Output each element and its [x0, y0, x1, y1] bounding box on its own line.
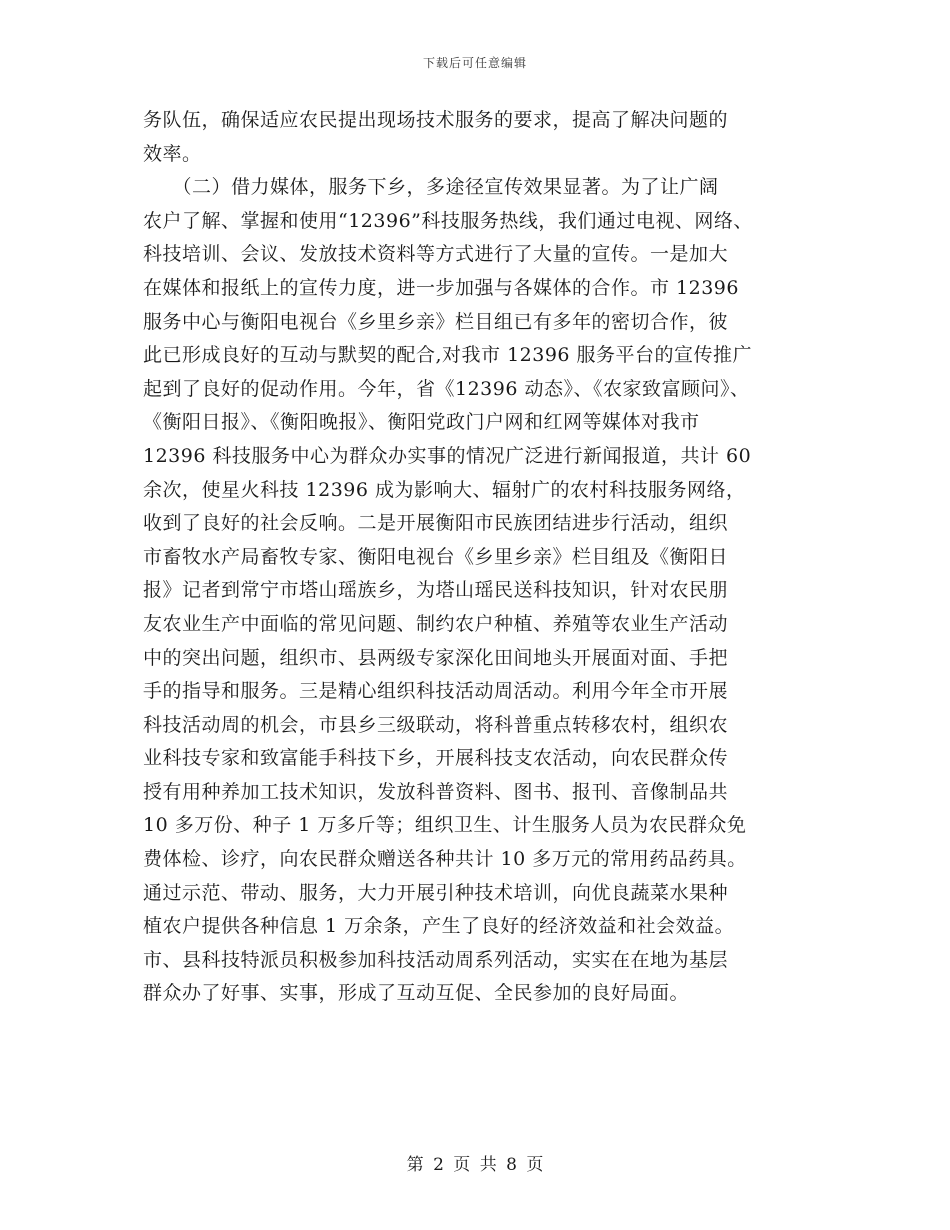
text-line: 群众办了好事、实事，形成了互动互促、全民参加的良好局面。: [143, 982, 690, 1005]
page-header-note: 下载后可任意编辑: [422, 56, 527, 70]
text-line: 农户了解、掌握和使用“12396”科技服务热线，我们通过电视、网络、: [143, 209, 753, 232]
text-line: 科技培训、会议、发放技术资料等方式进行了大量的宣传。一是加大: [143, 243, 729, 266]
text-line: 友农业生产中面临的常见问题、制约农户种植、养殖等农业生产活动: [143, 612, 729, 635]
text-line: 业科技专家和致富能手科技下乡，开展科技支农活动，向农民群众传: [143, 747, 729, 770]
text-line: 余次，使星火科技 12396 成为影响大、辐射广的农村科技服务网络，: [143, 478, 746, 501]
text-line: （二）借力媒体，服务下乡，多途径宣传效果显著。为了让广阔: [143, 176, 719, 199]
page-number: 第 2 页 共 8 页: [406, 1155, 544, 1175]
text-line: 市、县科技特派员积极参加科技活动周系列活动，实实在在地为基层: [143, 948, 729, 971]
text-line: 服务中心与衡阳电视台《乡里乡亲》栏目组已有多年的密切合作，彼: [143, 310, 729, 333]
text-line: 授有用种养加工技术知识，发放科普资料、图书、报刊、音像制品共: [143, 780, 729, 803]
text-line: 手的指导和服务。三是精心组织科技活动周活动。利用今年全市开展: [143, 680, 729, 703]
text-line: 科技活动周的机会，市县乡三级联动，将科普重点转移农村，组织农: [143, 713, 729, 736]
text-line: 中的突出问题，组织市、县两级专家深化田间地头开展面对面、手把: [143, 646, 729, 669]
text-line: 在媒体和报纸上的宣传力度，进一步加强与各媒体的合作。市 12396: [143, 276, 739, 299]
text-line: 通过示范、带动、服务，大力开展引种技术培训，向优良蔬菜水果种: [143, 881, 729, 904]
document-body: [143, 104, 833, 1011]
text-line: 12396 科技服务中心为群众办实事的情况广泛进行新闻报道，共计 60: [143, 444, 752, 467]
text-line: 起到了良好的促动作用。今年，省《12396 动态》、《农家致富顾问》、: [143, 377, 750, 400]
text-line: 费体检、诊疗，向农民群众赠送各种共计 10 多万元的常用药品药具。: [143, 848, 747, 871]
text-line: 10 多万份、种子 1 万多斤等；组织卫生、计生服务人员为农民群众免: [143, 814, 747, 837]
text-line: 报》记者到常宁市塔山瑶族乡，为塔山瑶民送科技知识，针对农民朋: [143, 579, 729, 602]
text-line: 此已形成良好的互动与默契的配合,对我市 12396 服务平台的宣传推广: [143, 344, 753, 367]
text-line: 收到了良好的社会反响。二是开展衡阳市民族团结进步行活动，组织: [143, 512, 729, 535]
text-line: 务队伍，确保适应农民提出现场技术服务的要求，提高了解决问题的: [143, 109, 729, 131]
text-line: 植农户提供各种信息 1 万余条，产生了良好的经济效益和社会效益。: [143, 915, 735, 938]
text-line: 《衡阳日报》、《衡阳晚报》、衡阳党政门户网和红网等媒体对我市: [143, 411, 700, 434]
text-line: 效率。: [143, 142, 202, 165]
text-line: 市畜牧水产局畜牧专家、衡阳电视台《乡里乡亲》栏目组及《衡阳日: [143, 545, 729, 568]
